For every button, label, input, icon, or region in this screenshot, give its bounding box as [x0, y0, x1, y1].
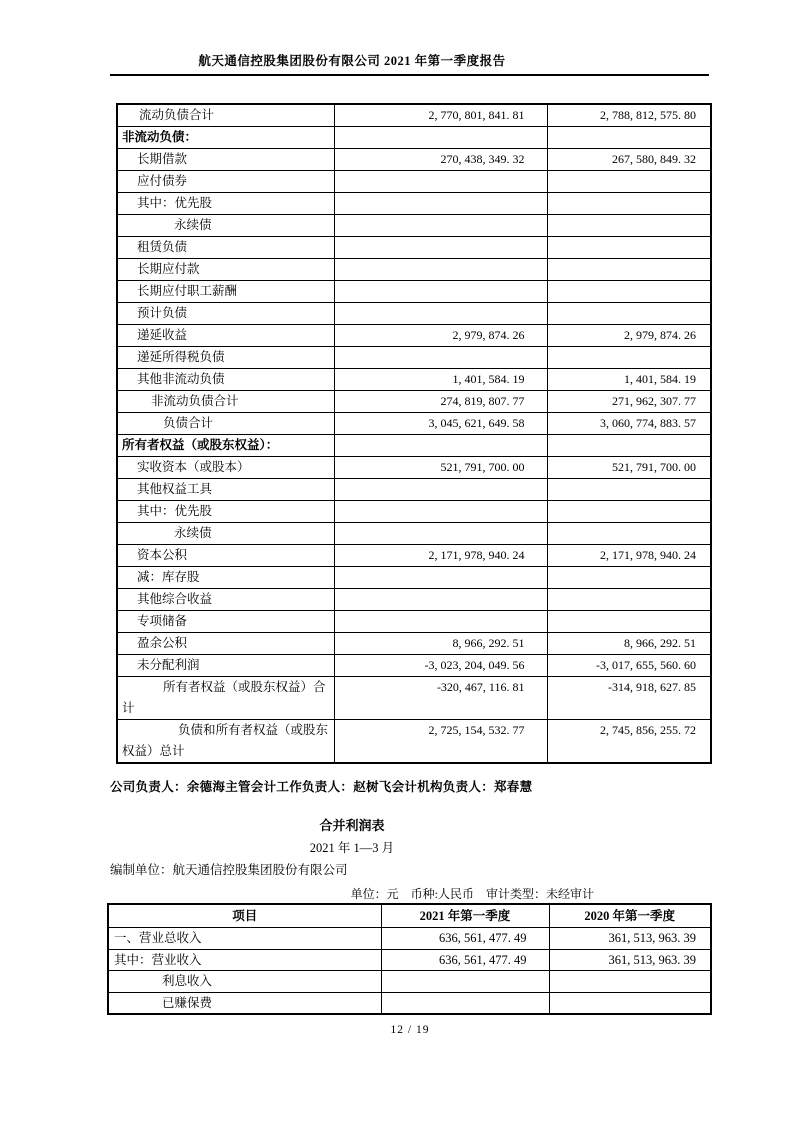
- row-label: 资本公积: [117, 545, 334, 567]
- income-statement-title: 合并利润表: [319, 818, 385, 833]
- table-row: [117, 677, 711, 720]
- row-label: 其他综合收益: [117, 589, 334, 611]
- row-label: 非流动负债：: [117, 127, 334, 149]
- row-value-2020: 2, 171, 978, 940. 24: [547, 545, 711, 567]
- row-value-2020: [547, 479, 711, 501]
- table-row: [117, 215, 711, 237]
- table-row: [117, 149, 711, 171]
- row-value-2021: 1, 401, 584. 19: [334, 369, 547, 391]
- row-label: 其他权益工具: [117, 479, 334, 501]
- table-row: [117, 237, 711, 259]
- table-row: [117, 611, 711, 633]
- row-value-2020: [547, 567, 711, 589]
- table-row: [117, 281, 711, 303]
- row-label: 未分配利润: [117, 655, 334, 677]
- table-row: [117, 655, 711, 677]
- table-row: [117, 171, 711, 193]
- row-value-2020: 361, 513, 963. 39: [549, 949, 711, 971]
- row-value-2021: 2, 770, 801, 841. 81: [334, 104, 547, 127]
- row-value-2021: [334, 259, 547, 281]
- table-row: [108, 971, 711, 993]
- row-value-2020: [547, 523, 711, 545]
- row-value-2020: [547, 347, 711, 369]
- row-label: 负债和所有者权益（或股东权益）总计: [117, 720, 334, 764]
- table-row: [108, 928, 711, 950]
- row-value-2020: 521, 791, 700. 00: [547, 457, 711, 479]
- row-label: 递延收益: [117, 325, 334, 347]
- row-label: 已赚保费: [108, 992, 381, 1014]
- row-value-2020: [549, 992, 711, 1014]
- row-value-2020: [547, 501, 711, 523]
- column-header-2020-q1: 2020 年第一季度: [549, 904, 711, 928]
- row-value-2021: [334, 567, 547, 589]
- table-row: [117, 259, 711, 281]
- row-value-2020: -3, 017, 655, 560. 60: [547, 655, 711, 677]
- row-value-2020: 361, 513, 963. 39: [549, 928, 711, 950]
- row-value-2020: [547, 435, 711, 457]
- table-row: [117, 369, 711, 391]
- row-value-2020: [547, 259, 711, 281]
- row-value-2020: [547, 215, 711, 237]
- row-value-2020: [547, 303, 711, 325]
- row-label: 其中：优先股: [117, 193, 334, 215]
- row-label: 其他非流动负债: [117, 369, 334, 391]
- row-label: 一、营业总收入: [108, 928, 381, 950]
- row-value-2021: 636, 561, 477. 49: [381, 949, 549, 971]
- table-row: [117, 391, 711, 413]
- row-label: 递延所得税负债: [117, 347, 334, 369]
- row-value-2020: [547, 237, 711, 259]
- row-value-2021: [381, 992, 549, 1014]
- row-label: 长期应付款: [117, 259, 334, 281]
- row-value-2021: [334, 347, 547, 369]
- row-value-2021: [334, 281, 547, 303]
- row-value-2020: [547, 611, 711, 633]
- page-number: 12 / 19: [390, 1024, 430, 1036]
- table-row: [117, 720, 711, 764]
- table-row: [117, 501, 711, 523]
- table-row: [117, 325, 711, 347]
- row-label: 所有者权益（或股东权益）合计: [117, 677, 334, 720]
- row-label: 非流动负债合计: [117, 391, 334, 413]
- table-row: [108, 992, 711, 1014]
- row-value-2021: [334, 127, 547, 149]
- table-row: [117, 479, 711, 501]
- row-value-2021: -3, 023, 204, 049. 56: [334, 655, 547, 677]
- table-header-row: [108, 904, 711, 928]
- table-row: [117, 347, 711, 369]
- row-label: 其中：营业收入: [108, 949, 381, 971]
- row-value-2021: [334, 193, 547, 215]
- row-label: 永续债: [117, 523, 334, 545]
- row-value-2020: [547, 171, 711, 193]
- row-value-2021: [334, 501, 547, 523]
- officers-line: 公司负责人：余德海主管会计工作负责人：赵树飞会计机构负责人：郑春慧: [110, 780, 533, 794]
- row-value-2021: 8, 966, 292. 51: [334, 633, 547, 655]
- row-value-2021: [381, 971, 549, 993]
- row-value-2021: [334, 523, 547, 545]
- table-row: [108, 949, 711, 971]
- row-label: 实收资本（或股本）: [117, 457, 334, 479]
- table-row: [117, 567, 711, 589]
- row-label: 盈余公积: [117, 633, 334, 655]
- row-value-2020: [549, 971, 711, 993]
- header-rule: [110, 74, 709, 76]
- column-header-2021-q1: 2021 年第一季度: [381, 904, 549, 928]
- table-row: [117, 104, 711, 127]
- row-label: 负债合计: [117, 413, 334, 435]
- row-value-2020: 2, 788, 812, 575. 80: [547, 104, 711, 127]
- row-value-2021: [334, 611, 547, 633]
- income-statement-period: 2021 年 1—3 月: [309, 841, 395, 855]
- row-label: 所有者权益（或股东权益）：: [117, 435, 334, 457]
- row-label: 租赁负债: [117, 237, 334, 259]
- row-label: 利息收入: [108, 971, 381, 993]
- row-label: 减：库存股: [117, 567, 334, 589]
- row-label: 流动负债合计: [117, 104, 334, 127]
- table-row: [117, 435, 711, 457]
- row-label: 预计负债: [117, 303, 334, 325]
- table-row: [117, 303, 711, 325]
- row-value-2021: -320, 467, 116. 81: [334, 677, 547, 720]
- row-value-2021: [334, 215, 547, 237]
- row-value-2020: 2, 979, 874. 26: [547, 325, 711, 347]
- row-value-2021: [334, 435, 547, 457]
- row-label: 长期借款: [117, 149, 334, 171]
- row-value-2020: 271, 962, 307. 77: [547, 391, 711, 413]
- row-value-2021: 274, 819, 807. 77: [334, 391, 547, 413]
- table-row: [117, 633, 711, 655]
- row-value-2021: [334, 237, 547, 259]
- row-value-2020: [547, 589, 711, 611]
- row-label: 长期应付职工薪酬: [117, 281, 334, 303]
- income-statement-table: [107, 903, 712, 1015]
- row-value-2021: [334, 171, 547, 193]
- table-row: [117, 457, 711, 479]
- table-row: [117, 523, 711, 545]
- table-row: [117, 127, 711, 149]
- row-value-2020: 1, 401, 584. 19: [547, 369, 711, 391]
- row-value-2020: 3, 060, 774, 883. 57: [547, 413, 711, 435]
- prepared-by-line: 编制单位：航天通信控股集团股份有限公司: [110, 863, 348, 877]
- row-value-2021: 2, 725, 154, 532. 77: [334, 720, 547, 764]
- row-label: 专项储备: [117, 611, 334, 633]
- report-header-title: 航天通信控股集团股份有限公司 2021 年第一季度报告: [198, 54, 506, 68]
- column-header-item: 项目: [108, 904, 381, 928]
- row-value-2021: 3, 045, 621, 649. 58: [334, 413, 547, 435]
- row-label: 其中：优先股: [117, 501, 334, 523]
- row-value-2020: [547, 281, 711, 303]
- row-value-2020: -314, 918, 627. 85: [547, 677, 711, 720]
- row-value-2021: 2, 979, 874. 26: [334, 325, 547, 347]
- balance-sheet-table: [116, 103, 712, 764]
- table-row: [117, 545, 711, 567]
- row-value-2021: 521, 791, 700. 00: [334, 457, 547, 479]
- row-value-2021: [334, 303, 547, 325]
- row-value-2020: 267, 580, 849. 32: [547, 149, 711, 171]
- table-row: [117, 589, 711, 611]
- row-label: 应付债券: [117, 171, 334, 193]
- table-row: [117, 193, 711, 215]
- row-value-2021: [334, 479, 547, 501]
- table-row: [117, 413, 711, 435]
- row-value-2020: 8, 966, 292. 51: [547, 633, 711, 655]
- row-value-2020: 2, 745, 856, 255. 72: [547, 720, 711, 764]
- row-value-2020: [547, 127, 711, 149]
- row-label: 永续债: [117, 215, 334, 237]
- row-value-2020: [547, 193, 711, 215]
- row-value-2021: [334, 589, 547, 611]
- unit-currency-audit-line: 单位：元 币种:人民币 审计类型：未经审计: [350, 887, 594, 901]
- row-value-2021: 270, 438, 349. 32: [334, 149, 547, 171]
- row-value-2021: 2, 171, 978, 940. 24: [334, 545, 547, 567]
- row-value-2021: 636, 561, 477. 49: [381, 928, 549, 950]
